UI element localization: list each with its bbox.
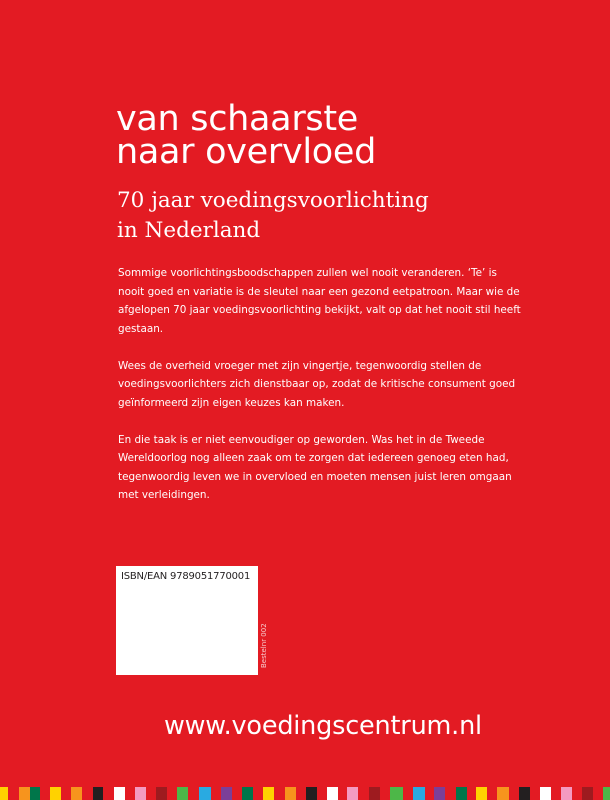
color-square: [263, 787, 274, 800]
subtitle-line-2: in Nederland: [117, 218, 261, 243]
color-square: [413, 787, 425, 800]
text-line: met verleidingen.: [118, 489, 210, 501]
color-square: [582, 787, 593, 800]
color-square: [114, 787, 125, 800]
text-line: afgelopen 70 jaar voedingsvoorlichting bekijkt, valt op dat het nooit stil heeft: [118, 304, 521, 316]
subtitle-line-1: 70 jaar voedingsvoorlichting: [117, 188, 429, 213]
website-url: www.voedingscentrum.nl: [164, 711, 482, 741]
color-square: [177, 787, 188, 800]
text-line: nooit goed en variatie is de sleutel naar een gezond eetpatroon. Maar wie de: [118, 285, 520, 298]
color-square: [390, 787, 403, 800]
text-line: En die taak is er niet eenvoudiger op geworden. Was het in de Tweede: [118, 433, 485, 446]
blurb-paragraph-1: [118, 264, 538, 338]
color-square: [497, 787, 509, 800]
text-line: Wees de overheid vroeger met zijn vingertje, tegenwoordig stellen de: [118, 359, 482, 372]
color-square: [30, 787, 40, 800]
color-square: [476, 787, 487, 800]
order-number: Bestelnr 002: [260, 623, 268, 668]
color-square: [19, 787, 30, 800]
text-line: geïnformeerd zijn eigen keuzes kan maken.: [118, 396, 345, 409]
color-square: [71, 787, 82, 800]
color-square: [369, 787, 380, 800]
color-square: [93, 787, 103, 800]
blurb-paragraph-2: [118, 357, 538, 413]
color-square: [156, 787, 167, 800]
blurb: [118, 264, 538, 523]
color-square: [221, 787, 232, 800]
title-line-1: van schaarste: [116, 99, 359, 139]
color-strip: [0, 787, 610, 800]
text-line: Wereldoorlog nog alleen zaak om te zorgen dat iedereen genoeg eten had,: [118, 452, 509, 464]
text-line: tegenwoordig leven we in overvloed en moeten mensen juist leren omgaan: [118, 470, 512, 483]
color-square: [199, 787, 211, 800]
isbn-label: ISBN/EAN 9789051770001: [121, 571, 251, 582]
color-square: [306, 787, 317, 800]
text-line: gestaan.: [118, 322, 164, 335]
color-square: [0, 787, 8, 800]
text-line: voedingsvoorlichters zich dienstbaar op, zodat de kritische consument goed: [118, 378, 516, 390]
color-square: [50, 787, 61, 800]
color-square: [327, 787, 338, 800]
color-square: [561, 787, 572, 800]
color-square: [135, 787, 146, 800]
color-square: [285, 787, 296, 800]
color-square: [434, 787, 445, 800]
barcode-area: [116, 566, 258, 675]
color-square: [540, 787, 551, 800]
color-square: [603, 787, 610, 800]
color-square: [519, 787, 530, 800]
color-square: [242, 787, 253, 800]
color-square: [347, 787, 358, 800]
cover-title: [116, 99, 377, 172]
title-line-2: naar overvloed: [116, 132, 377, 172]
blurb-paragraph-3: [118, 431, 538, 505]
cover-subtitle: [117, 186, 429, 246]
color-square: [456, 787, 467, 800]
text-line: Sommige voorlichtingsboodschappen zullen wel nooit veranderen. ‘Te’ is: [118, 267, 497, 279]
